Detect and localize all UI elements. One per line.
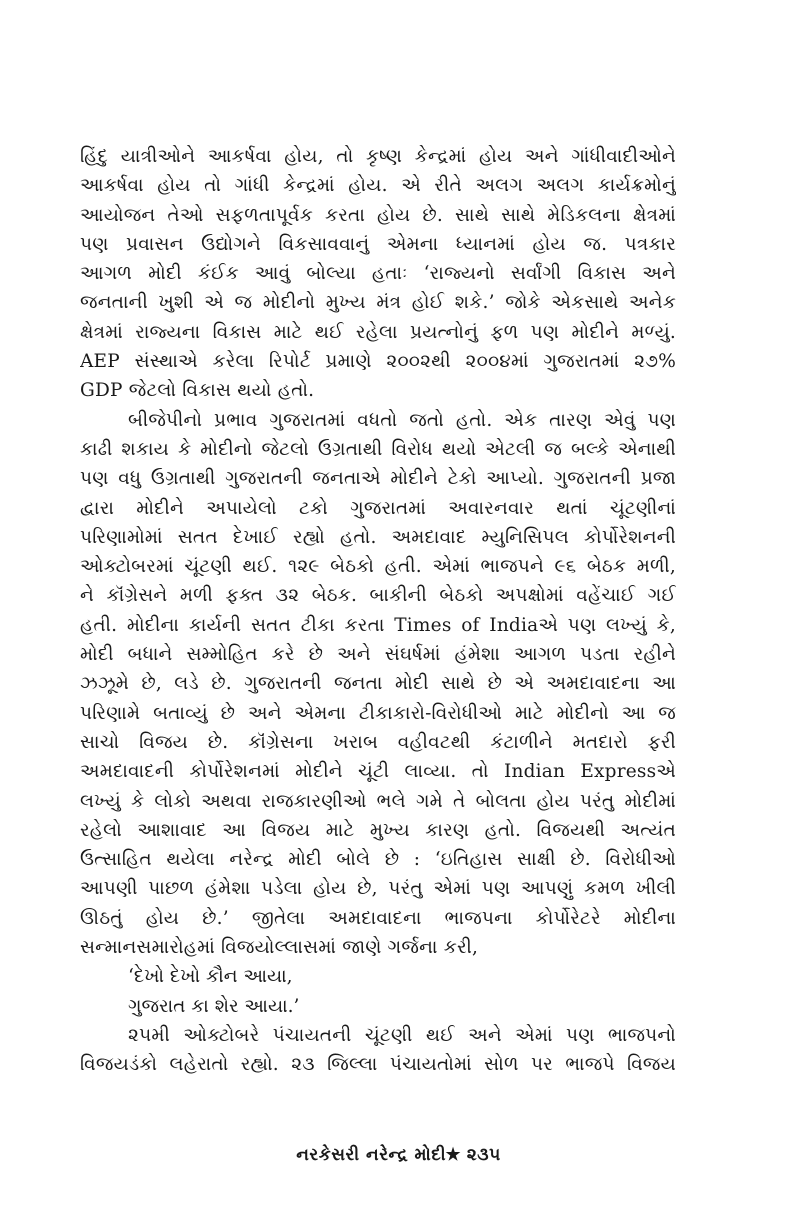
page-body — [80, 142, 676, 1080]
page-footer: નરકેસરી નરેન્દ્ર મોદી★ ૨૩૫ — [296, 1145, 501, 1165]
text-line: અમદાવાદની કોર્પોરેશનમાં મોદીને ચૂંટી લાવ્યા. તો Indian Expressએ — [80, 761, 676, 783]
text-line: હતી. મોદીના કાર્યની સતત ટીકા કરતા Times of Indiaએ પણ લખ્યું કે, — [80, 614, 676, 636]
text-line: પણ પ્રવાસન ઉદ્યોગને વિકસાવવાનું એમના ધ્યાનમાં હોય જ. પત્રકાર — [80, 233, 676, 255]
text-line: GDP જેટલો વિકાસ થયો હતો. — [80, 380, 315, 402]
text-line: વિજયડંકો લહેરાતો રહ્યો. ૨૩ જિલ્લા પંચાયતોમાં સોળ પર ભાજપે વિજય — [80, 1054, 676, 1076]
text-line: ૨૫મી ઓક્ટોબરે પંચાયતની ચૂંટણી થઈ અને એમાં પણ ભાજપનો — [128, 1024, 676, 1046]
verse-line: ‘દેખો દેખો કૌન આયા, — [128, 966, 293, 988]
text-line: પરિણામે બતાવ્યું છે અને એમના ટીકાકારો-વિરોધીઓ માટે મોદીનો આ જ — [80, 702, 676, 724]
text-line: આયોજન તેઓ સફળતાપૂર્વક કરતા હોય છે. સાથે સાથે મેડિકલના ક્ષેત્રમાં — [80, 204, 676, 226]
text-line: ઉત્સાહિત થયેલા નરેન્દ્ર મોદી બોલે છે : ‘ઇતિહાસ સાક્ષી છે. વિરોધીઓ — [80, 849, 676, 871]
text-line: દ્વારા મોદીને અપાયેલો ટકો ગુજરાતમાં અવારનવાર થતાં ચૂંટણીનાં — [80, 497, 676, 519]
text-line: ઊઠતું હોય છે.’ જીતેલા અમદાવાદના ભાજપના કોર્પોરેટરે મોદીના — [80, 907, 676, 929]
text-line: મોદી બધાને સમ્મોહિત કરે છે અને સંઘર્ષમાં હંમેશા આગળ પડતા રહીને — [80, 644, 676, 666]
text-line: રહેલો આશાવાદ આ વિજય માટે મુખ્ય કારણ હતો. વિજયથી અત્યંત — [80, 819, 676, 841]
text-line: સાચો વિજય છે. કૉંગ્રેસના ખરાબ વહીવટથી કંટાળીને મતદારો ફરી — [80, 731, 676, 753]
text-line: કાઢી શકાય કે મોદીનો જેટલો ઉગ્રતાથી વિરોધ થયો એટલી જ બલ્કે એનાથી — [80, 438, 676, 460]
paragraph-election-results — [80, 406, 676, 963]
text-line: પણ વધુ ઉગ્રતાથી ગુજરાતની જનતાએ મોદીને ટેકો આપ્યો. ગુજરાતની પ્રજા — [80, 468, 676, 490]
text-line: લખ્યું કે લોકો અથવા રાજકારણીઓ ભલે ગમે તે બોલતા હોય પરંતુ મોદીમાં — [80, 790, 676, 812]
slogan-verse — [80, 962, 676, 1021]
text-line: આકર્ષવા હોય તો ગાંધી કેન્દ્રમાં હોય. એ રીતે અલગ અલગ કાર્યક્રમોનું — [80, 175, 676, 197]
text-line: ને કૉંગ્રેસને મળી ફક્ત ૩૨ બેઠક. બાકીની બેઠકો અપક્ષોમાં વહેંચાઈ ગઈ — [80, 585, 676, 607]
paragraph-panchayat-election — [80, 1021, 676, 1080]
text-line: ક્ષેત્રમાં રાજ્યના વિકાસ માટે થઈ રહેલા પ્રયત્નોનું ફળ પણ મોદીને મળ્યું. — [80, 321, 676, 343]
text-line: પરિણામોમાં સતત દેખાઈ રહ્યો હતો. અમદાવાદ મ્યુનિસિપલ કોર્પોરેશનની — [80, 526, 676, 548]
text-line: જનતાની ખુશી એ જ મોદીનો મુખ્ય મંત્ર હોઈ શકે.’ જોકે એકસાથે અનેક — [80, 292, 676, 314]
text-line: બીજેપીનો પ્રભાવ ગુજરાતમાં વધતો જતો હતો. એક તારણ એવું પણ — [128, 409, 676, 431]
text-line: ઝઝૂમે છે, લડે છે. ગુજરાતની જનતા મોદી સાથે છે એ અમદાવાદના આ — [80, 673, 676, 695]
text-line: AEP સંસ્થાએ કરેલા રિપોર્ટ પ્રમાણે ૨૦૦૨થી ૨૦૦૪માં ગુજરાતમાં ૨૭% — [80, 351, 676, 373]
text-line: આગળ મોદી કંઈક આવું બોલ્યા હતાઃ ‘રાજ્યનો સર્વાંગી વિકાસ અને — [80, 263, 676, 285]
text-line: હિંદુ યાત્રીઓને આકર્ષવા હોય, તો કૃષ્ણ કેન્દ્રમાં હોય અને ગાંધીવાદીઓને — [80, 146, 676, 167]
text-line: સન્માનસમારોહમાં વિજયોલ્લાસમાં જાણે ગર્જના કરી, — [80, 937, 479, 959]
text-line: આપણી પાછળ હંમેશા પડેલા હોય છે, પરંતુ એમાં પણ આપણું કમળ ખીલી — [80, 878, 676, 900]
text-line: ઓક્ટોબરમાં ચૂંટણી થઈ. ૧૨૯ બેઠકો હતી. એમાં ભાજપને ૯૬ બેઠક મળી, — [80, 556, 676, 578]
verse-line: ગુજરાત કા શેર આયા.’ — [128, 995, 300, 1017]
paragraph-tourism-growth — [80, 142, 676, 406]
